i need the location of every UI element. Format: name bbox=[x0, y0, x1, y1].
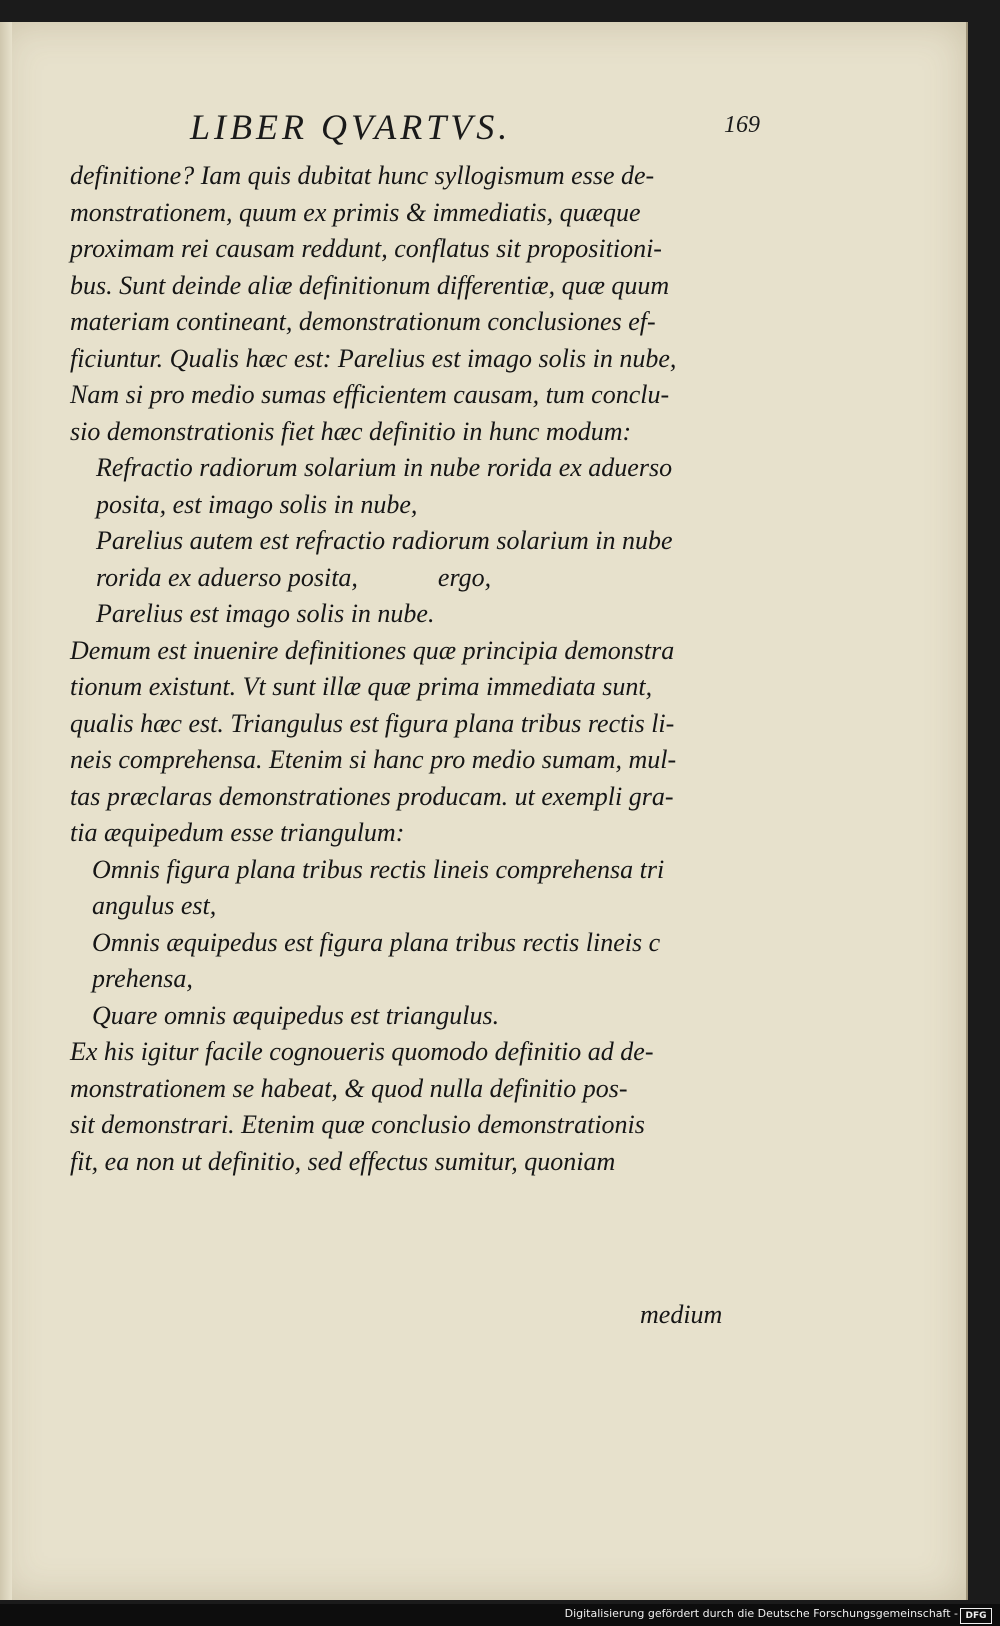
text-line-content: Omnis æquipedus est figura plana tribus rectis lineis c bbox=[92, 927, 661, 957]
text-line-content: rorida ex aduerso posita, bbox=[96, 562, 358, 592]
text-line bbox=[70, 706, 770, 743]
text-line-extra: ergo, bbox=[437, 562, 492, 592]
text-line bbox=[70, 523, 770, 560]
text-line bbox=[70, 669, 770, 706]
text-line-content: posita, est imago solis in nube, bbox=[96, 489, 418, 519]
text-line bbox=[70, 779, 770, 816]
text-line bbox=[70, 1107, 770, 1144]
text-line bbox=[70, 596, 770, 633]
text-line-content: Demum est inuenire definitiones quæ principia demonstra bbox=[70, 635, 675, 665]
text-line-content: monstrationem se habeat, & quod nulla definitio pos- bbox=[70, 1073, 628, 1103]
text-line bbox=[70, 268, 770, 305]
text-line bbox=[70, 925, 770, 962]
text-line bbox=[70, 341, 770, 378]
digitization-footer bbox=[0, 1604, 1000, 1626]
footer-credit: Digitalisierung gefördert durch die Deutsche Forschungsgemeinschaft - bbox=[564, 1607, 958, 1620]
text-line-content: prehensa, bbox=[92, 964, 193, 993]
text-line-content: sit demonstrari. Etenim quæ conclusio demonstrationis bbox=[70, 1110, 645, 1139]
text-line-content: monstrationem, quum ex primis & immediatis, quæque bbox=[70, 197, 641, 227]
running-title: LIBER QVARTVS. bbox=[190, 107, 512, 147]
text-line-content: tionum existunt. Vt sunt illæ quæ prima immediata sunt, bbox=[70, 672, 653, 701]
text-line bbox=[70, 1034, 770, 1071]
text-line-content: proximam rei causam reddunt, conflatus sit propositioni- bbox=[70, 234, 662, 263]
text-line-content: Omnis figura plana tribus rectis lineis comprehensa tri bbox=[92, 854, 665, 884]
text-line bbox=[70, 815, 770, 852]
text-line-content: materiam contineant, demonstrationum conclusiones ef- bbox=[70, 307, 656, 336]
text-line-content: ficiuntur. Qualis hæc est: Parelius est imago solis in nube, bbox=[70, 343, 677, 373]
text-line-content: bus. Sunt deinde aliæ definitionum differentiæ, quæ quum bbox=[70, 270, 670, 300]
text-line bbox=[70, 633, 770, 670]
text-line bbox=[70, 414, 770, 451]
text-line bbox=[70, 304, 770, 341]
text-line bbox=[70, 377, 770, 414]
text-line bbox=[70, 195, 770, 232]
text-line bbox=[70, 450, 770, 487]
dfg-logo: DFG bbox=[960, 1608, 992, 1624]
text-line bbox=[70, 487, 770, 524]
body-text bbox=[70, 158, 770, 1180]
text-line bbox=[70, 1071, 770, 1108]
text-line bbox=[70, 888, 770, 925]
text-line bbox=[70, 998, 770, 1035]
page-number: 169 bbox=[724, 112, 760, 138]
running-head bbox=[0, 92, 966, 152]
text-line-content: tas præclaras demonstrationes producam. ut exempli gra- bbox=[70, 781, 674, 811]
text-line-content: Parelius est imago solis in nube. bbox=[96, 599, 435, 628]
text-line bbox=[70, 1144, 770, 1181]
text-line bbox=[70, 852, 770, 889]
catchword: medium bbox=[640, 1300, 723, 1329]
text-line-content: Parelius autem est refractio radiorum solarium in nube bbox=[96, 526, 673, 555]
text-line-content: Ex his igitur facile cognoueris quomodo definitio ad de- bbox=[70, 1037, 654, 1066]
text-line-content: definitione? Iam quis dubitat hunc syllogismum esse de- bbox=[70, 161, 655, 190]
text-line-content: Refractio radiorum solarium in nube rorida ex aduerso bbox=[96, 453, 673, 482]
text-line-content: qualis hæc est. Triangulus est figura plana tribus rectis li- bbox=[70, 708, 675, 738]
text-line-content: fit, ea non ut definitio, sed effectus sumitur, quoniam bbox=[70, 1146, 616, 1176]
text-line bbox=[70, 961, 770, 998]
text-line-content: angulus est, bbox=[92, 891, 217, 920]
text-line-content: tia æquipedum esse triangulum: bbox=[70, 818, 405, 847]
text-line bbox=[70, 742, 770, 779]
text-line bbox=[70, 231, 770, 268]
page-gutter bbox=[0, 22, 12, 1600]
text-line bbox=[70, 158, 770, 195]
text-line-content: sio demonstrationis fiet hæc definitio in hunc modum: bbox=[70, 416, 632, 446]
text-line-content: Quare omnis æquipedus est triangulus. bbox=[92, 1000, 500, 1030]
text-line bbox=[70, 560, 770, 597]
text-line-content: neis comprehensa. Etenim si hanc pro medio sumam, mul- bbox=[70, 745, 677, 774]
text-line-content: Nam si pro medio sumas efficientem causam, tum conclu- bbox=[70, 380, 670, 409]
